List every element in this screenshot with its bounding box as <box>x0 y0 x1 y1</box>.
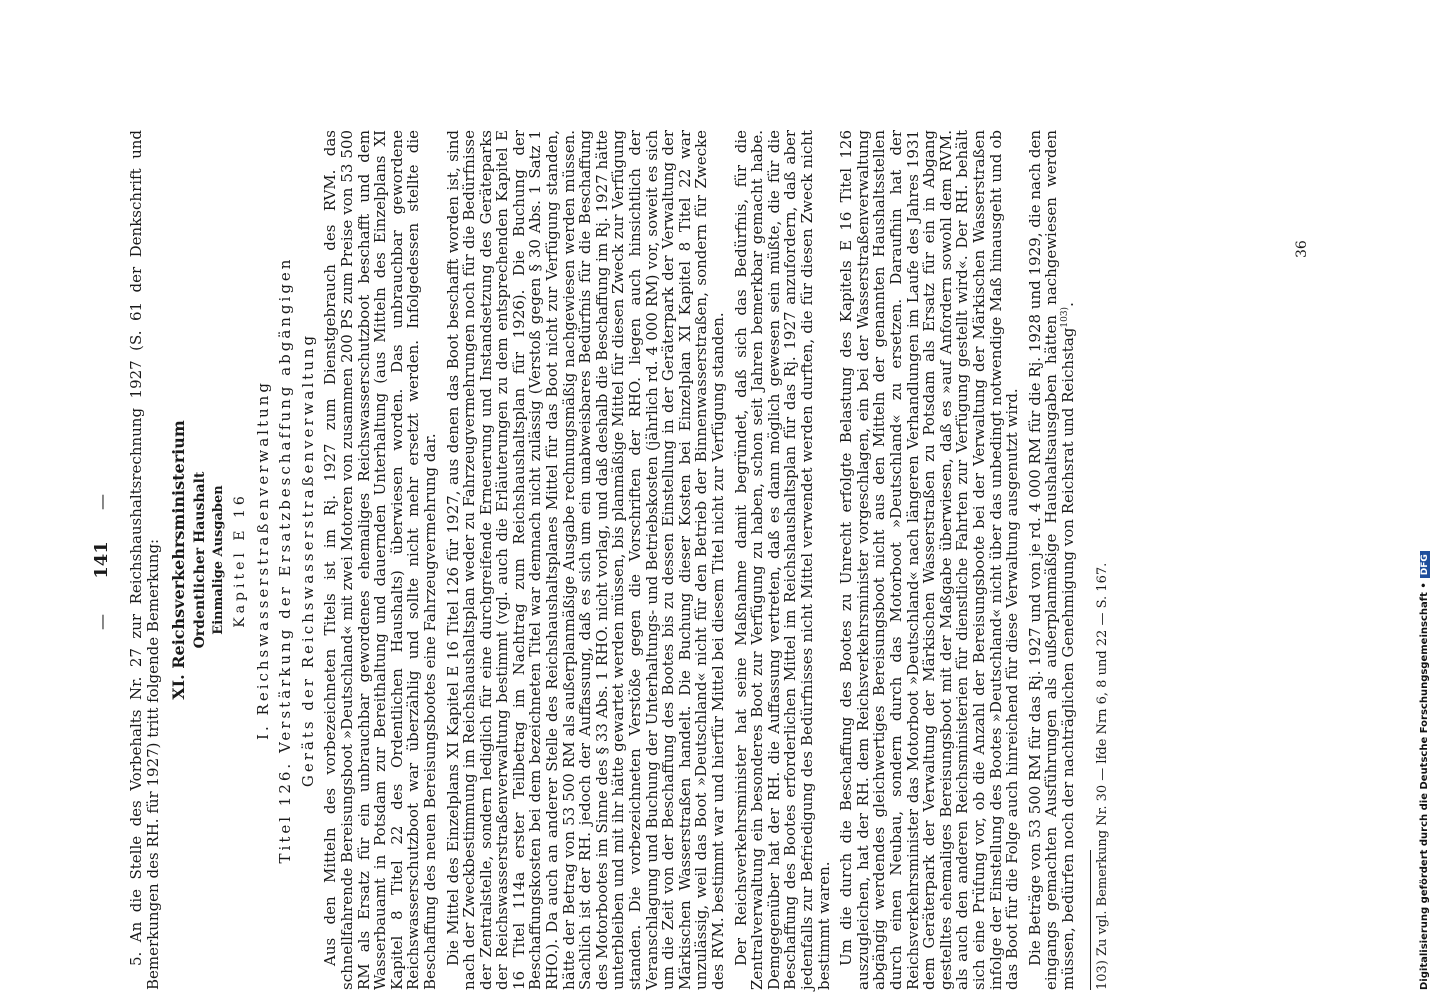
page-marker: 36 <box>1294 240 1310 258</box>
paragraph-5-text: Die Beträge von 53 500 RM für das Rj. 1927 und von je rd. 4 000 RM für die Rj. 1928 und 1929, die nach den eingangs gemachten Ausführungen als außerplanmäßige Haushaltsausgaben hätten nachgewiesen werden müssen, bedürfen noch der nachträglichen Genehmigung von Reichsrat und Reichstag <box>1025 130 1077 990</box>
heading-once: Einmalige Ausgaben <box>211 485 227 635</box>
footnote-divider <box>1090 850 1091 990</box>
footnote: 103) Zu vgl. Bemerkung Nr. 30 — lfde Nrn 6, 8 und 22 — S. 167. <box>1095 562 1111 990</box>
rotated-page <box>90 130 1240 990</box>
paragraph-1: Aus den Mitteln des vorbezeichneten Titels ist im Rj. 1927 zum Dienstgebrauch des RVM. das schnellfahrende Bereisungsboot »Deutschland« mit zwei Motoren von zusammen 200 PS zum Preise von 53 500 RM als Ersatz für ein unbrauchbar gewordenes ehemaliges Reichswasserschutzboot beschafft und dem Wasserbauamt in Potsdam zur Bereithaltung und dauernden Unterhaltung (aus Mitteln des Einzelplans XI Kapitel 8 Titel 22 des Ordentlichen Haushalts) überwiesen worden. Das unbrauchbar gewordene Reichswasserschutzboot war überzählig und sollte nicht mehr ersetzt werden. Infolgedessen stellte die Beschaffung des neuen Bereisungsbootes eine Fahrzeugvermehrung dar. <box>321 130 439 990</box>
side-note <box>1419 10 1434 990</box>
footnote-ref: 103) <box>1059 306 1070 328</box>
heading-ministry: XI. Reichsverkehrsministerium <box>169 420 189 700</box>
header-dash-right: — <box>92 494 111 510</box>
dfg-logo: DFG <box>1420 551 1430 578</box>
page-number: 141 <box>91 541 112 579</box>
paragraph-5: Die Beträge von 53 500 RM für das Rj. 1927 und von je rd. 4 000 RM für die Rj. 1928 und 1929, die nach den eingangs gemachten Ausführungen als außerplanmäßige Haushaltsausgaben hätten nachgewiesen werden müssen, bedürfen noch der nachträglichen Genehmigung von Reichsrat und Reichstag$^{103)}$. <box>1025 130 1077 990</box>
paragraph-4: Um die durch die Beschaffung des Bootes zu Unrecht erfolgte Belastung des Kapitels E 16 Titel 126 auszugleichen, hat der RH. dem Reichsverkehrsminister vorgeschlagen, ein bei der Wasserstraßenverwaltung abgängig werdendes gleichwertiges Bereisungsboot nicht aus den Mitteln der genannten Haushaltsstellen durch einen Neubau, sondern durch das Motorboot »Deutschland« zu ersetzen. Daraufhin hat der Reichsverkehrsminister das Motorboot »Deutschland« nach längeren Verhandlungen im Laufe des Jahres 1931 dem Geräterpark der Verwaltung der Märkischen Wasserstraßen zu Potsdam als Ersatz für ein in Abgang gestelltes ehemaliges Bereisungsboot mit der Maßgabe überwiesen, daß es »auf Anfordern sowohl dem RVM. als auch den anderen Reichsministerien für dienstliche Fahrten zur Verfügung gestellt wird«. Der RH. behält sich eine Prüfung vor, ob die Anzahl der Bereisungsboote bei der Verwaltung der Märkischen Wasserstraßen infolge der Einstellung des Bootes »Deutschland« nicht über das unbedingt notwendige Maß hinausgeht und ob das Boot für die Folge auch hinreichend für diese Verwaltung ausgenutzt wird. <box>837 130 1022 990</box>
heading-admin: I. Reichswasserstraßenverwaltung <box>253 380 272 740</box>
heading-title-line2: Geräts der Reichswasserstraßenverwaltung <box>298 332 317 788</box>
heading-budget: Ordentlicher Haushalt <box>191 471 208 649</box>
intro-paragraph: 5. An die Stelle des Vorbehalts Nr. 27 zur Reichshaushaltsrechnung 1927 (S. 61 der Denkschrift und Bemerkungen des RH. für 1927) tritt folgende Bemerkung: <box>127 130 162 990</box>
header-dash-left: — <box>92 614 111 630</box>
page-body <box>128 130 1112 990</box>
side-note-text: Digitalisierung gefördert durch die Deutsche Forschungsgemeinschaft • <box>1419 582 1430 990</box>
heading-title-line1: Titel 126. Verstärkung der Ersatzbeschaffung abgängigen <box>276 256 295 864</box>
page-header <box>90 130 120 990</box>
paragraph-3: Der Reichsverkehrsminister hat seine Maßnahme damit begründet, daß sich das Bedürfnis, für die Zentralverwaltung ein besonderes Boot zur Verfügung zu haben, schon seit Jahren bemerkbar gemacht habe. Demgegenüber hat der RH. die Auffassung vertreten, daß es dann möglich gewesen sein müßte, die für die Beschaffung des Bootes erforderlichen Mittel im Reichshaushaltsplan für das Rj. 1927 anzufordern, daß aber jedenfalls zur Befriedigung des Bedürfnisses nicht Mittel verwendet werden durften, die für diesen Zweck nicht bestimmt waren. <box>731 130 833 990</box>
paragraph-2: Die Mittel des Einzelplans XI Kapitel E 16 Titel 126 für 1927, aus denen das Boot beschafft worden ist, sind nach der Zweckbestimmung im Reichshaushaltsplan weder zu Fahrzeugvermehrungen noch für die Bedürfnisse der Zentralstelle, sondern lediglich für eine durchgreifende Erneuerung und Instandsetzung des Geräteparks der Reichswasserstraßenverwaltung bestimmt (vgl. auch die Erläuterungen zu dem entsprechenden Kapitel E 16 Titel 114a erster Teilbetrag im Nachtrag zum Reichshaushaltsplan für 1926). Die Buchung der Beschaffungskosten bei dem bezeichneten Titel war demnach nicht zulässig (Verstoß gegen § 30 Abs. 1 Satz 1 RHO.). Da auch an anderer Stelle des Reichshaushaltsplanes Mittel für das Boot nicht zur Verfügung standen, hätte der Betrag von 53 500 RM als außerplanmäßige Ausgabe rechnungsmäßig nachgewiesen werden müssen. Sachlich ist der RH. jedoch der Auffassung, daß es sich um ein unabweisbares Bedürfnis für die Beschaffung des Motorbootes im Sinne des § 33 Abs. 1 RHO. nicht vorlag, und daß deshalb die Beschaffung im Rj. 1927 hätte unterbleiben und mit ihr hätte gewartet werden müssen, bis planmäßige Mittel für diesen Zweck zur Verfügung standen. Die vorbezeichneten Verstöße gegen die Vorschriften der RHO. liegen auch hinsichtlich der Veranschlagung und Buchung der Unterhaltungs- und Betriebskosten (jährlich rd. 4 000 RM) vor, soweit es sich um die Zeit von der Beschaffung des Bootes bis zu dessen Einstellung in der Geräterpark der Verwaltung der Märkischen Wasserstraßen handelt. Die Buchung dieser Kosten bei Einzelplan XI Kapitel 8 Titel 22 war unzulässig, weil das Boot »Deutschland« nicht für den Betrieb der Binnenwasserstraßen, sondern für Zwecke des RVM. bestimmt war und hierfür Mittel bei diesem Titel nicht zur Verfügung standen. <box>443 130 727 990</box>
heading-chapter: Kapitel E 16 <box>231 492 248 628</box>
